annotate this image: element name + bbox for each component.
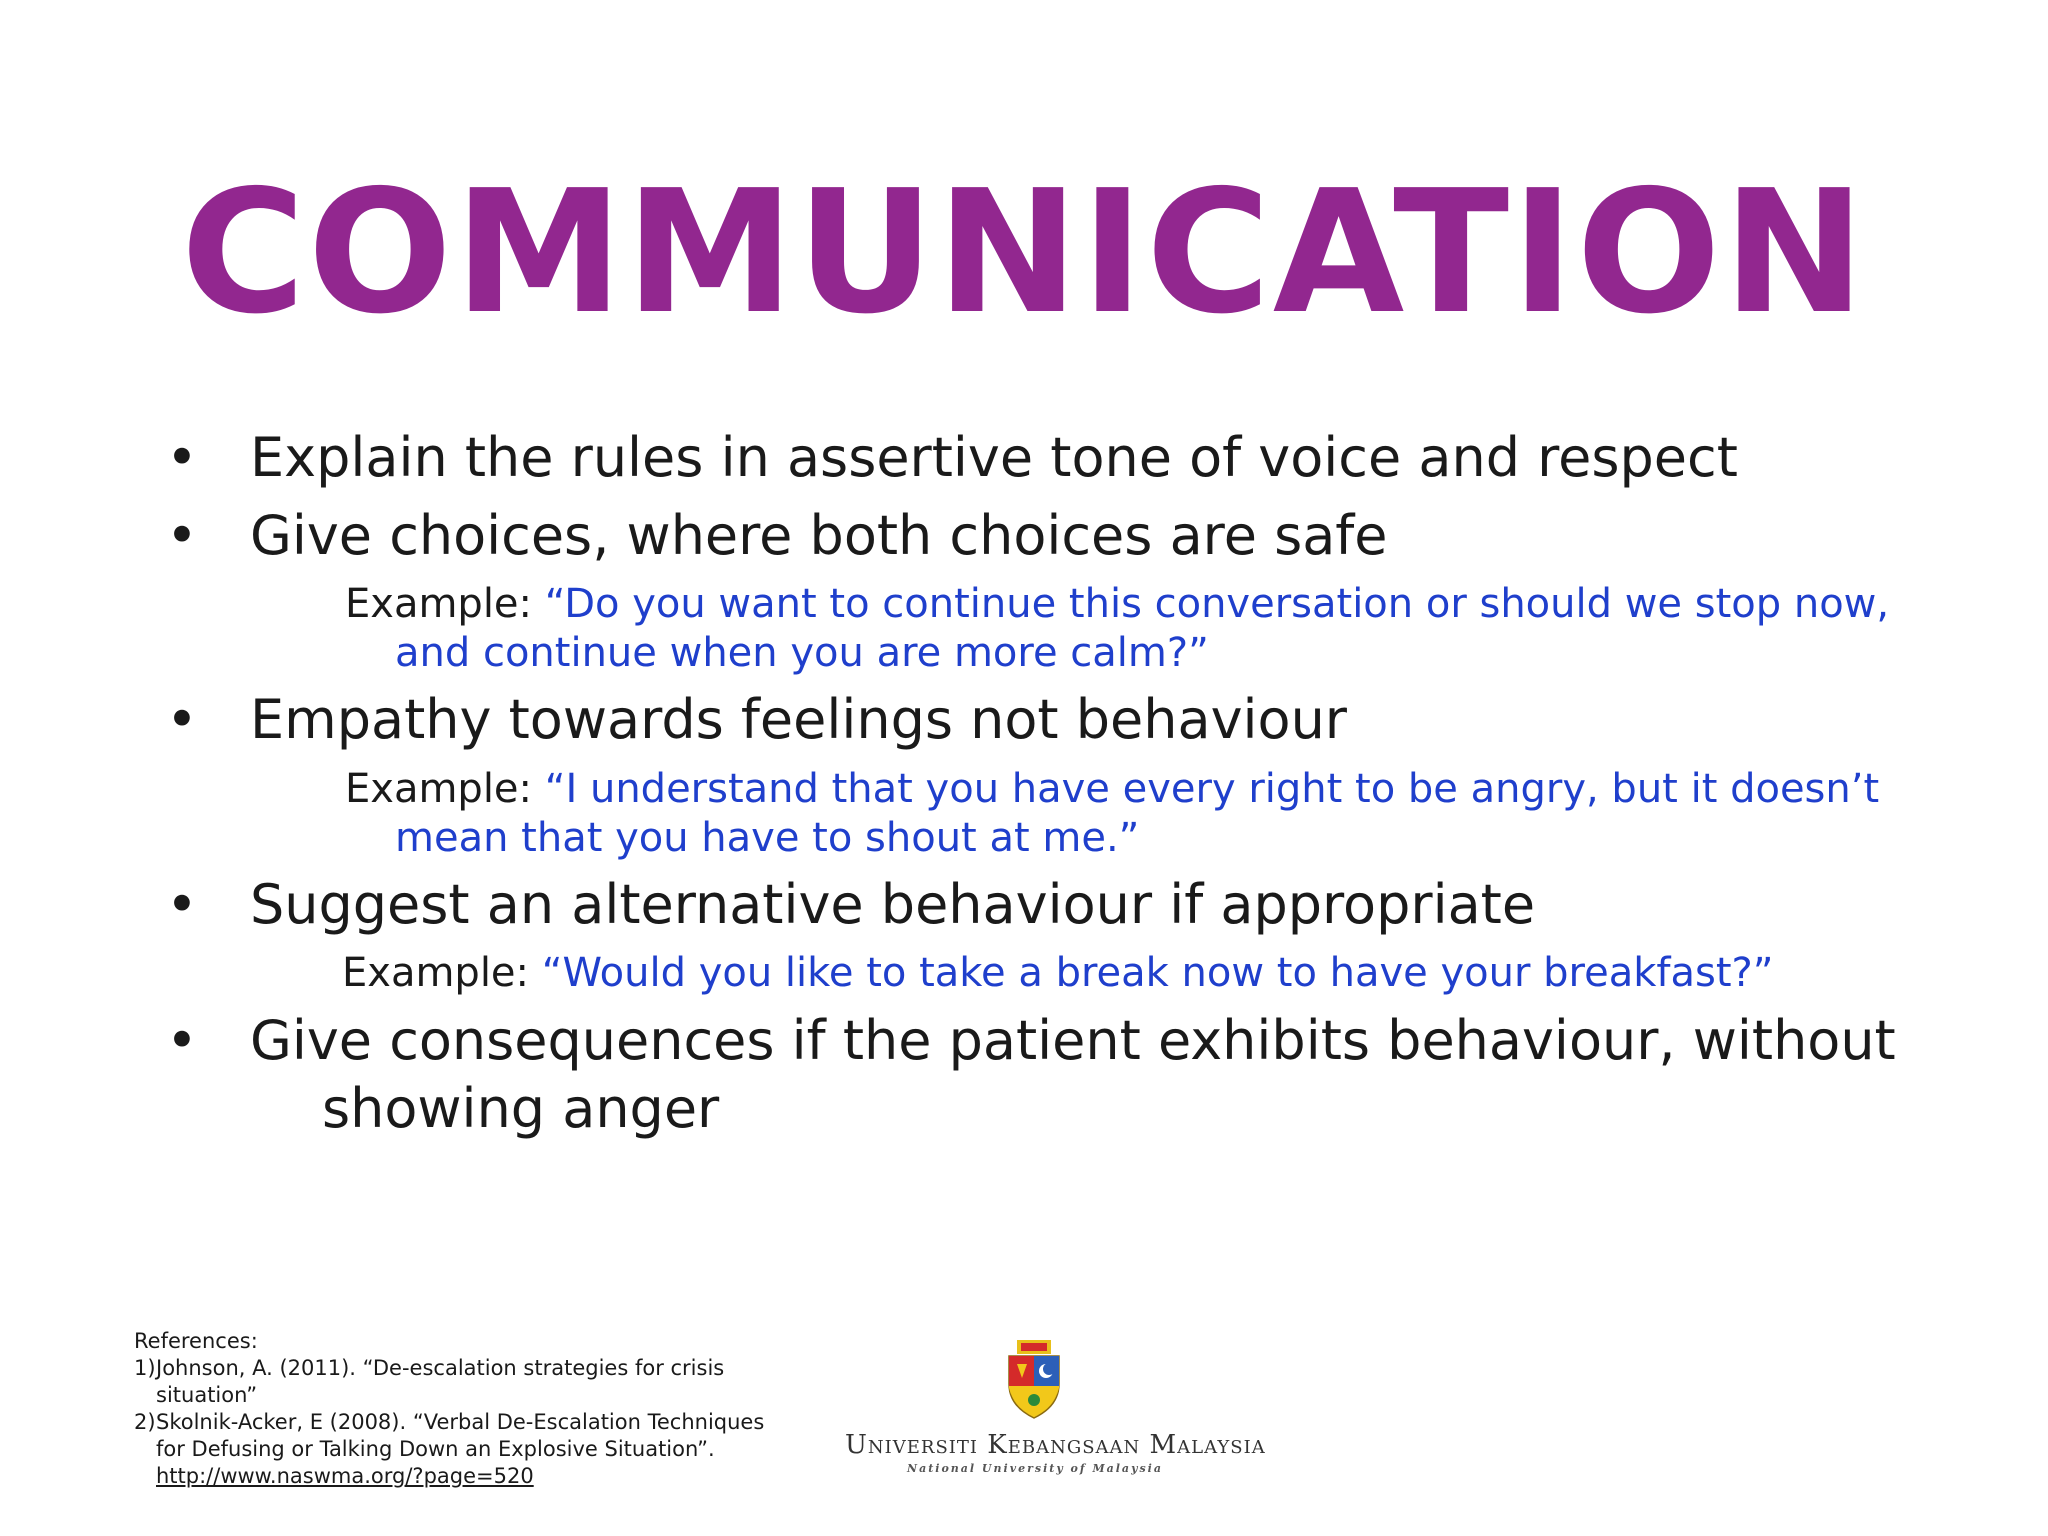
bullet-text: Suggest an alternative behaviour if appropriate — [250, 873, 1536, 936]
bullet-dot: • — [166, 504, 198, 567]
university-crest-icon — [1003, 1340, 1065, 1420]
university-subtitle: National University of Malaysia — [907, 1462, 1163, 1475]
university-logo — [845, 1340, 1266, 1475]
example-quote-continued: mean that you have to shout at me.” — [395, 815, 1140, 861]
references-heading: References: — [134, 1329, 258, 1353]
reference-text: Skolnik-Acker, E (2008). “Verbal De-Escalation Techniques — [156, 1410, 765, 1434]
reference-item — [134, 1409, 764, 1490]
example-label: Example: — [342, 950, 542, 996]
reference-number: 2) — [134, 1410, 156, 1434]
reference-number: 1) — [134, 1356, 156, 1380]
slide-title: COMMUNICATION — [180, 154, 1868, 352]
bullet-dot: • — [166, 426, 198, 489]
reference-text-continued: situation” — [156, 1383, 258, 1407]
bullet-text: Empathy towards feelings not behaviour — [250, 688, 1348, 751]
bullet-text: Give choices, where both choices are safe — [250, 504, 1388, 567]
reference-link[interactable]: http://www.naswma.org/?page=520 — [156, 1464, 534, 1488]
bullet-dot: • — [166, 873, 198, 936]
bullet-dot: • — [166, 688, 198, 751]
bullet-dot: • — [166, 1009, 198, 1072]
reference-text-continued: for Defusing or Talking Down an Explosive Situation”. — [156, 1437, 715, 1461]
example-quote: “Do you want to continue this conversation or should we stop now, — [544, 581, 1890, 627]
references — [134, 1328, 764, 1490]
bullet-text: Explain the rules in assertive tone of voice and respect — [250, 426, 1738, 489]
example-quote-continued: and continue when you are more calm?” — [395, 630, 1209, 676]
bullet-text: Give consequences if the patient exhibits behaviour, without — [250, 1009, 1896, 1072]
example-quote: “I understand that you have every right to be angry, but it doesn’t — [544, 766, 1880, 812]
example-quote: “Would you like to take a break now to have your breakfast?” — [541, 950, 1774, 996]
reference-text: Johnson, A. (2011). “De-escalation strategies for crisis — [156, 1356, 725, 1380]
bullet-text-continued: showing anger — [322, 1077, 720, 1140]
reference-item — [134, 1355, 764, 1409]
university-name: Universiti Kebangsaan Malaysia — [845, 1430, 1266, 1460]
example-label: Example: — [345, 581, 545, 627]
example-label: Example: — [345, 766, 545, 812]
